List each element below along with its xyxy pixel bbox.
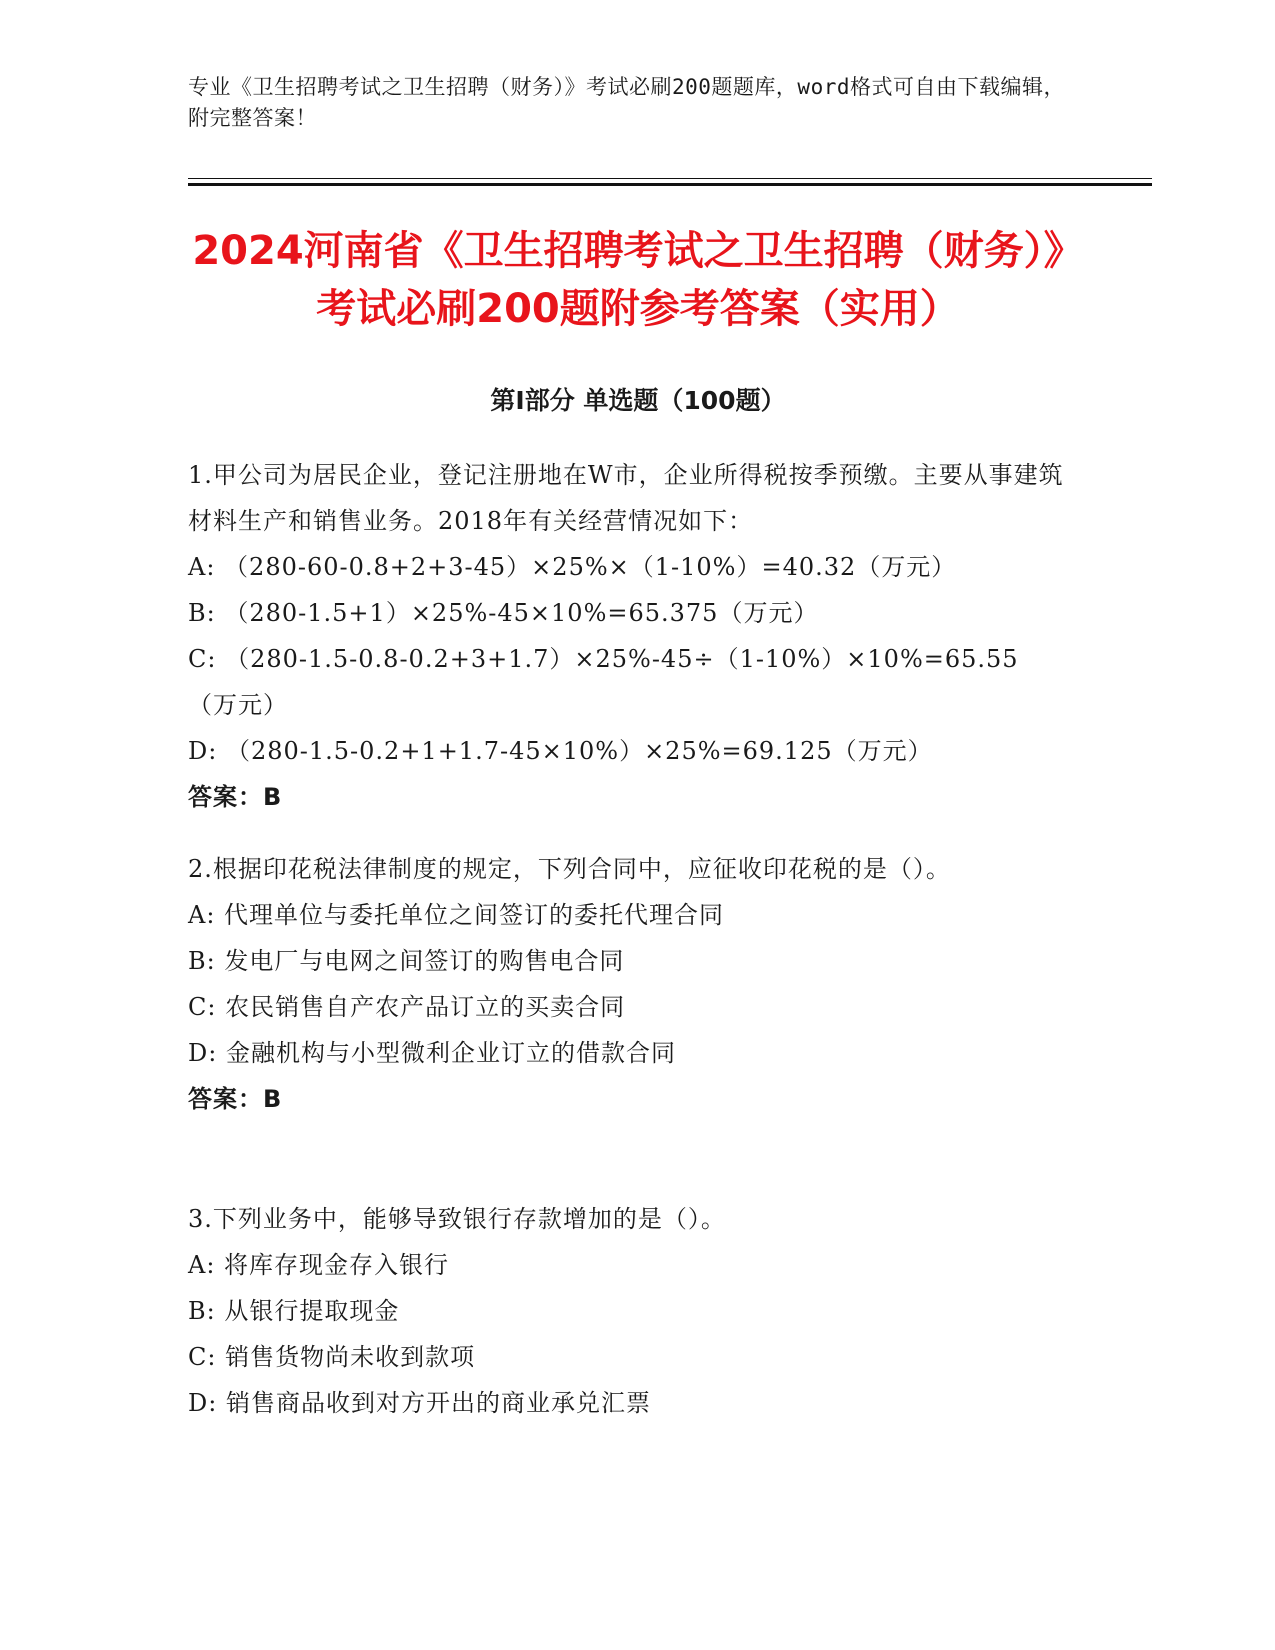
option-d: D: 销售商品收到对方开出的商业承兑汇票 — [188, 1389, 651, 1417]
option-b: B: 发电厂与电网之间签订的购售电合同 — [188, 947, 625, 975]
answer: 答案：B — [188, 783, 283, 811]
option-b: B: 从银行提取现金 — [188, 1297, 400, 1325]
option-c: C: 农民销售自产农产品订立的买卖合同 — [188, 993, 626, 1021]
answer: 答案：B — [188, 1085, 283, 1113]
option-c: C: （280-1.5-0.8-0.2+3+1.7）×25%-45÷（1-10%）×10%=65.55（万元） — [188, 645, 1019, 719]
option-a: A: 将库存现金存入银行 — [188, 1251, 450, 1279]
document-title: 2024河南省《卫生招聘考试之卫生招聘（财务）》考试必刷200题附参考答案（实用） — [192, 228, 1084, 332]
question-stem: 1.甲公司为居民企业，登记注册地在W市，企业所得税按季预缴。主要从事建筑材料生产和销售业务。2018年有关经营情况如下： — [188, 461, 1064, 535]
option-a: A: 代理单位与委托单位之间签订的委托代理合同 — [188, 901, 725, 929]
question-1 — [188, 452, 1068, 820]
header-divider-thin — [188, 178, 1152, 179]
option-b: B: （280-1.5+1）×25%-45×10%=65.375（万元） — [188, 599, 819, 627]
header-note: 专业《卫生招聘考试之卫生招聘（财务）》考试必刷200题题库，word格式可自由下载编辑，附完整答案！ — [188, 75, 1065, 130]
question-stem: 3.下列业务中，能够导致银行存款增加的是（）。 — [188, 1205, 726, 1233]
question-stem: 2.根据印花税法律制度的规定，下列合同中，应征收印花税的是（）。 — [188, 855, 951, 883]
option-c: C: 销售货物尚未收到款项 — [188, 1343, 476, 1371]
option-d: D: 金融机构与小型微利企业订立的借款合同 — [188, 1039, 676, 1067]
header-divider-thick — [188, 183, 1152, 186]
question-2 — [188, 846, 1068, 1122]
section-title: 第Ⅰ部分 单选题（100题） — [490, 386, 786, 415]
option-d: D: （280-1.5-0.2+1+1.7-45×10%）×25%=69.125（万元） — [188, 737, 933, 765]
question-3 — [188, 1196, 1068, 1426]
option-a: A: （280-60-0.8+2+3-45）×25%×（1-10%）=40.32（万元） — [188, 553, 957, 581]
